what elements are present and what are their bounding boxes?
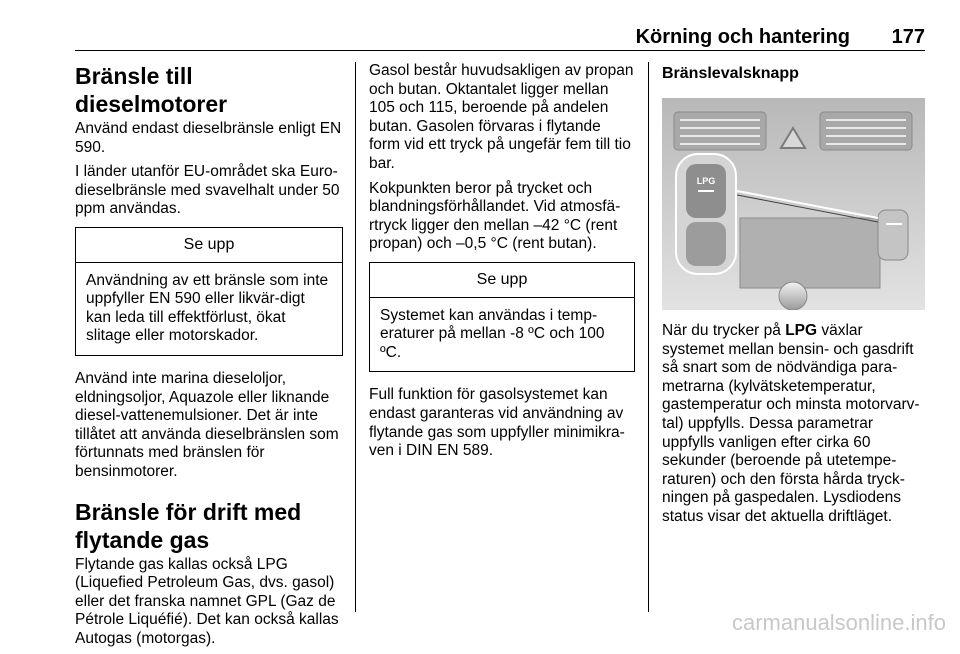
dashboard-svg bbox=[662, 98, 925, 310]
header-rule bbox=[75, 50, 925, 51]
paragraph: När du trycker på LPG växlar systemet mellan bensin- och gasdrift så snart som de nödvändiga para-metrarna (kylvätsketemperatur, gastemperatur och minsta motorvarv-tal) uppfylls. Dessa parametrar uppfylls vanligen efter cirka 60 sekunder (beroende på utetempe-raturen) och den första hårda tryck-ningen på gaspedalen. Lysdiodens status visar det aktuella driftläget. bbox=[662, 322, 920, 525]
control-knob bbox=[779, 282, 807, 310]
page-header bbox=[75, 26, 925, 48]
paragraph: Full funktion för gasolsystemet kan endast garanteras vid användning av flytande gas som uppfyller minimikra-ven i DIN EN 589. bbox=[369, 386, 625, 460]
section-heading-fuel-selector: Bränslevalsknapp bbox=[662, 65, 799, 82]
column-divider-2 bbox=[648, 62, 649, 612]
section-heading-lpg: Bränsle för drift med flytande gas bbox=[75, 498, 302, 553]
caution-box bbox=[369, 262, 635, 372]
caution-box bbox=[75, 227, 343, 356]
caution-text: Användning av ett bränsle som inte uppfyller EN 590 eller likvär-digt kan leda till effektförlust, ökat slitage eller motorskador. bbox=[86, 271, 329, 345]
infotainment-screen bbox=[740, 218, 880, 288]
column-divider-1 bbox=[355, 62, 356, 612]
lower-button-zoomed bbox=[686, 222, 726, 266]
paragraph: Använd inte marina dieseloljor, eldningsoljor, Aquazole eller liknande diesel-vattenemulsioner. Det är inte tillåtet att använda dieselbränslen som förtunnats med bränslen för bensinmotorer. bbox=[75, 369, 339, 480]
paragraph: I länder utanför EU-området ska Euro-dieselbränsle med svavelhalt under 50 ppm användas. bbox=[75, 163, 340, 218]
dashboard-lpg-switch bbox=[878, 210, 908, 260]
lpg-bold-term: LPG bbox=[785, 322, 818, 339]
paragraph: Gasol består huvudsakligen av propan och butan. Oktantalet ligger mellan 105 och 115, beroende på andelen butan. Gasolen förvaras i flytande form vid ett tryck på ungefär fem till tio bar. bbox=[369, 62, 634, 172]
column-2 bbox=[369, 62, 635, 467]
column-3 bbox=[662, 62, 925, 533]
header-title: Körning och hantering bbox=[635, 26, 850, 48]
lpg-led bbox=[698, 190, 714, 192]
page-number: 177 bbox=[891, 26, 925, 48]
dashboard-illustration bbox=[662, 98, 925, 310]
lpg-button-label: LPG bbox=[696, 176, 716, 186]
section-heading-diesel: Bränsle till dieselmotorer bbox=[75, 63, 228, 117]
paragraph: Flytande gas kallas också LPG (Liquefied Petroleum Gas, dvs. gasol) eller det franska namnet GPL (Gaz de Pétrole Liquéfié). Det kan också kallas Autogas (motorgas). bbox=[75, 555, 339, 647]
column-1 bbox=[75, 62, 343, 654]
watermark: carmanualsonline.info bbox=[731, 610, 946, 635]
paragraph: Använd endast dieselbränsle enligt EN 590. bbox=[75, 120, 342, 156]
paragraph: Kokpunkten beror på trycket och blandningsförhållandet. Vid atmosfä-rtryck ligger den mellan –42 °C (rent propan) och –0,5 °C (rent butan). bbox=[369, 179, 621, 253]
caution-title: Se upp bbox=[76, 228, 342, 263]
caution-title: Se upp bbox=[370, 263, 634, 298]
caution-text: Systemet kan användas i temp-eraturer på mellan -8 ºC och 100 ºC. bbox=[380, 306, 605, 361]
